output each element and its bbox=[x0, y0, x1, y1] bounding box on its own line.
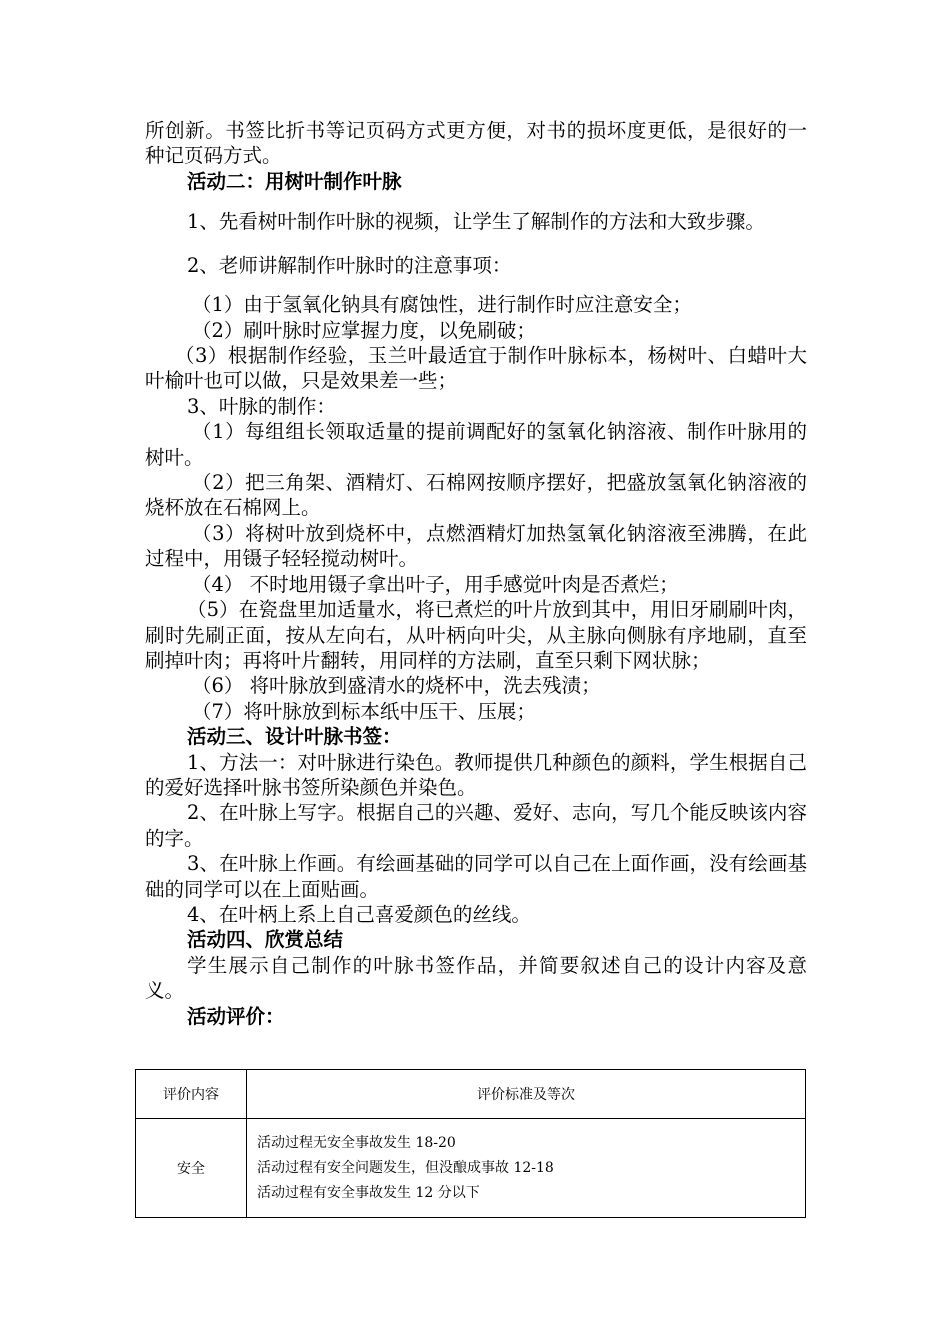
paragraph: （1）每组组长领取适量的提前调配好的氢氧化钠溶液、制作叶脉用的树叶。 bbox=[145, 420, 807, 469]
item-cell: 安全 bbox=[136, 1119, 247, 1218]
criteria-cell bbox=[247, 1119, 806, 1218]
document-body bbox=[145, 118, 807, 1029]
paragraph: 学生展示自己制作的叶脉书签作品，并简要叙述自己的设计内容及意义。 bbox=[145, 953, 807, 1003]
paragraph: （1）由于氢氧化钠具有腐蚀性，进行制作时应注意安全； bbox=[192, 293, 692, 317]
paragraph: （5）在瓷盘里加适量水，将已煮烂的叶片放到其中，用旧牙刷刷叶肉，刷时先刷正面，按从左向右，从叶柄向叶尖，从主脉向侧脉有序地刷，直至刷掉叶肉；再将叶片翻转，用同样的方法刷，直至只剩下网状脉； bbox=[145, 598, 807, 672]
criteria-line: 活动过程无安全事故发生 18-20 bbox=[257, 1134, 456, 1151]
paragraph: （6） 将叶脉放到盛清水的烧杯中，洗去残渍； bbox=[192, 674, 601, 698]
paragraph: 4、在叶柄上系上自己喜爱颜色的丝线。 bbox=[187, 902, 531, 926]
paragraph: （3）将树叶放到烧杯中，点燃酒精灯加热氢氧化钠溶液至沸腾，在此过程中，用镊子轻轻搅动树叶。 bbox=[145, 521, 807, 571]
header-cell-criteria: 评价标准及等次 bbox=[247, 1070, 806, 1119]
paragraph: （7）将叶脉放到标本纸中压干、压展； bbox=[192, 699, 536, 723]
section-heading: 活动二：用树叶制作叶脉 bbox=[187, 169, 402, 193]
section-heading: 活动四、欣赏总结 bbox=[187, 928, 344, 952]
paragraph: 3、在叶脉上作画。有绘画基础的同学可以自己在上面作画，没有绘画基础的同学可以在上面贴画。 bbox=[145, 852, 807, 901]
paragraph: 2、在叶脉上写字。根据自己的兴趣、爱好、志向，写几个能反映该内容的字。 bbox=[145, 801, 807, 850]
paragraph: （2）刷叶脉时应掌握力度，以免刷破； bbox=[192, 318, 536, 342]
section-heading: 活动三、设计叶脉书签： bbox=[187, 725, 402, 749]
paragraph: 1、方法一：对叶脉进行染色。教师提供几种颜色的颜料，学生根据自己的爱好选择叶脉书签所染颜色并染色。 bbox=[145, 750, 807, 799]
criteria-line: 活动过程有安全问题发生，但没酿成事故 12-18 bbox=[257, 1159, 554, 1176]
header-cell-content: 评价内容 bbox=[136, 1070, 247, 1119]
paragraph: 2、老师讲解制作叶脉时的注意事项： bbox=[187, 254, 512, 278]
paragraph: 3、叶脉的制作： bbox=[187, 394, 336, 418]
paragraph: （4） 不时地用镊子拿出叶子，用手感觉叶肉是否煮烂； bbox=[192, 572, 679, 596]
paragraph: 1、先看树叶制作叶脉的视频，让学生了解制作的方法和大致步骤。 bbox=[187, 210, 765, 234]
evaluation-table bbox=[135, 1069, 806, 1218]
paragraph: （2）把三角架、酒精灯、石棉网按顺序摆好，把盛放氢氧化钠溶液的烧杯放在石棉网上。 bbox=[145, 471, 807, 520]
paragraph: （3）根据制作经验，玉兰叶最适宜于制作叶脉标本，杨树叶、白蜡叶大叶榆叶也可以做，只是效果差一些； bbox=[145, 344, 807, 393]
table-header-row bbox=[136, 1070, 806, 1119]
table-row bbox=[136, 1119, 806, 1218]
paragraph: 所创新。书签比折书等记页码方式更方便，对书的损坏度更低，是很好的一种记页码方式。 bbox=[145, 119, 807, 168]
criteria-line: 活动过程有安全事故发生 12 分以下 bbox=[257, 1184, 480, 1201]
section-heading: 活动评价： bbox=[187, 1004, 285, 1028]
